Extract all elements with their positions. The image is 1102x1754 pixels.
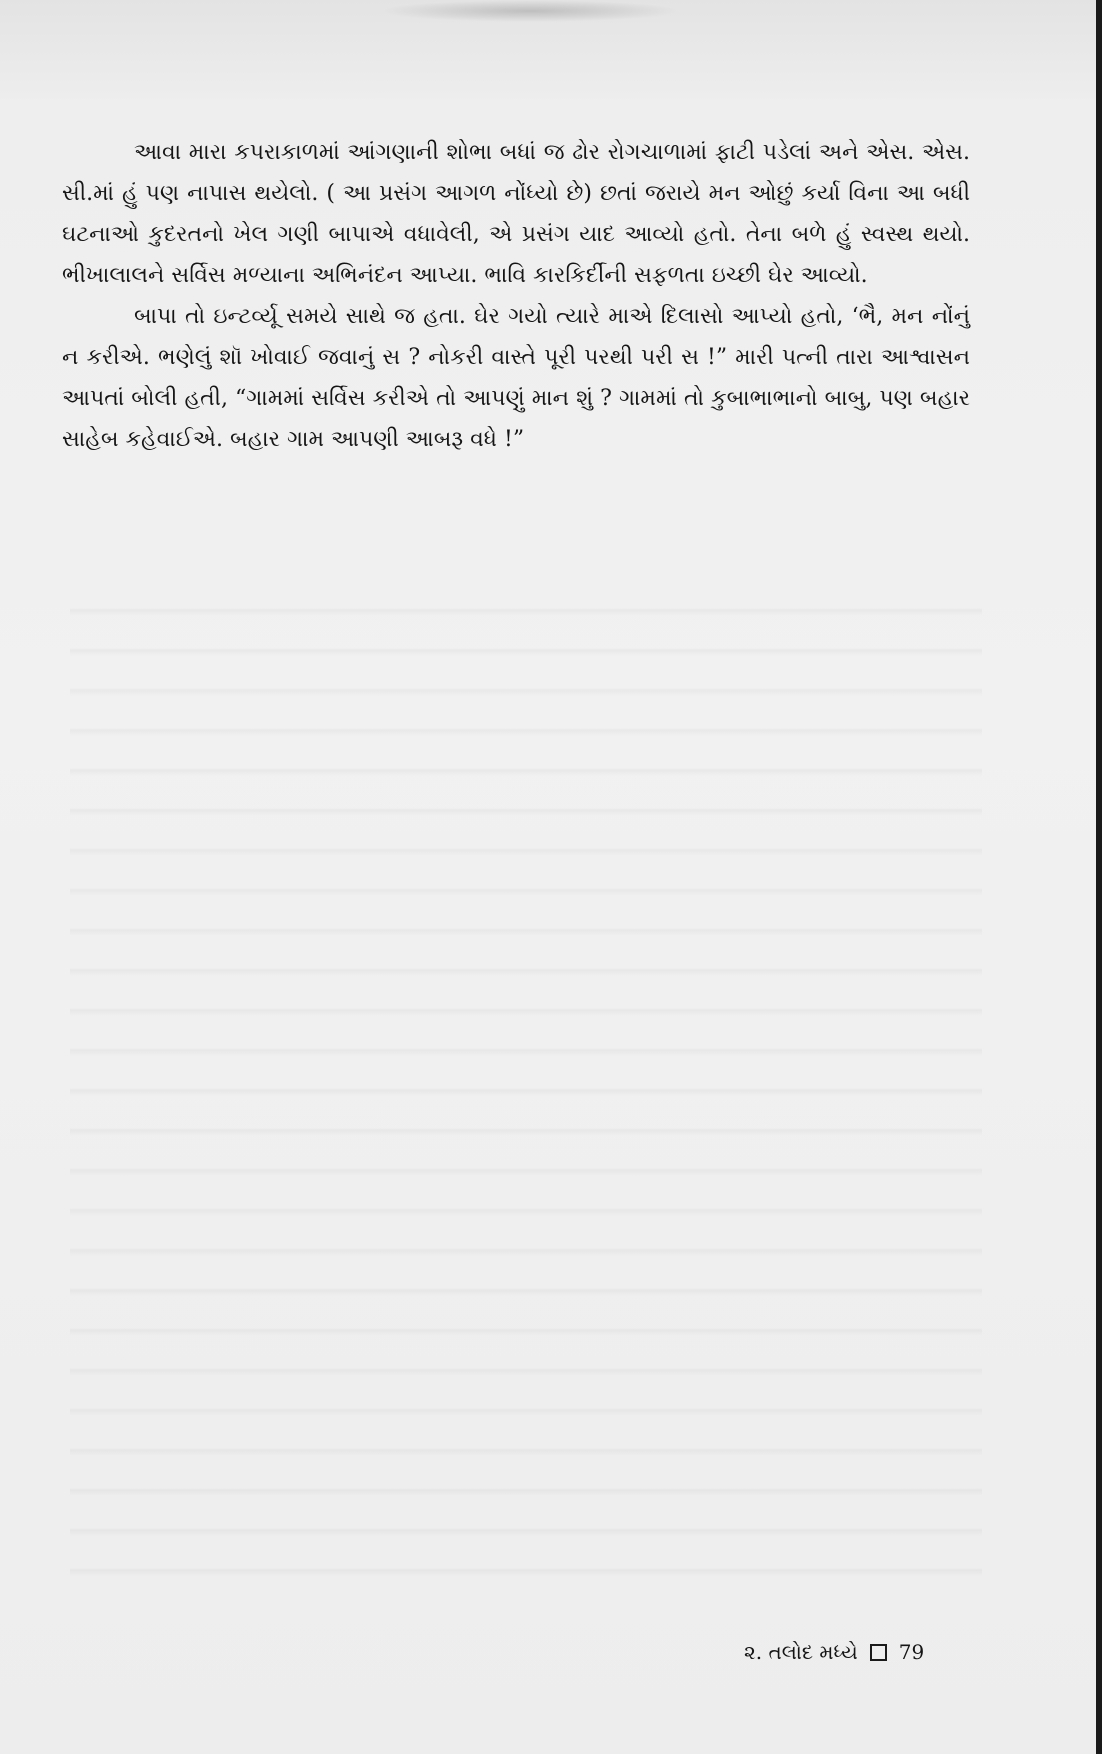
running-title: ૨. તલોદ મધ્યે bbox=[744, 1640, 858, 1664]
scan-shadow bbox=[380, 0, 680, 22]
bleed-through-texture bbox=[70, 580, 982, 1580]
page-footer bbox=[744, 1636, 984, 1668]
box-icon bbox=[870, 1644, 887, 1661]
page-number: 79 bbox=[898, 1640, 925, 1664]
paragraph-2: બાપા તો ઇન્ટર્વ્યૂ સમયે સાથે જ હતા. ઘેર ગયો ત્યારે માએ દિલાસો આપ્યો હતો, ‘ભૈ, મન નોંનું ન કરીએ. ભણેલું શૉ ખોવાઈ જવાનું સ ? નોકરી વાસ્તે પૂરી પરથી પરી સ !” મારી પત્ની તારા આશ્વાસન આપતાં બોલી હતી, “ગામમાં સર્વિસ કરીએ તો આપણું માન શું ? ગામમાં તો કુબાભાભાનો બાબુ, પણ બહાર સાહેબ કહેવાઈએ. બહાર ગામ આપણી આબરૂ વધે !” bbox=[62, 304, 970, 452]
paragraph-1: આવા મારા કપરાકાળમાં આંગણાની શોભા બધાં જ ઢોર રોગચાળામાં ફાટી પડેલાં અને એસ. એસ. સી.માં હું પણ નાપાસ થયેલો. ( આ પ્રસંગ આગળ નોંધ્યો છે) છતાં જરાયે મન ઓછું કર્યા વિના આ બધી ઘટનાઓ કુદરતનો ખેલ ગણી બાપાએ વધાવેલી, એ પ્રસંગ યાદ આવ્યો હતો. તેના બળે હું સ્વસ્થ થયો. ભીખાલાલને સર્વિસ મળ્યાના અભિનંદન આપ્યા. ભાવિ કારકિર્દીની સફળતા ઇચ્છી ઘેર આવ્યો. bbox=[62, 140, 971, 288]
body-text bbox=[62, 132, 970, 460]
scan-edge bbox=[1096, 0, 1102, 1754]
